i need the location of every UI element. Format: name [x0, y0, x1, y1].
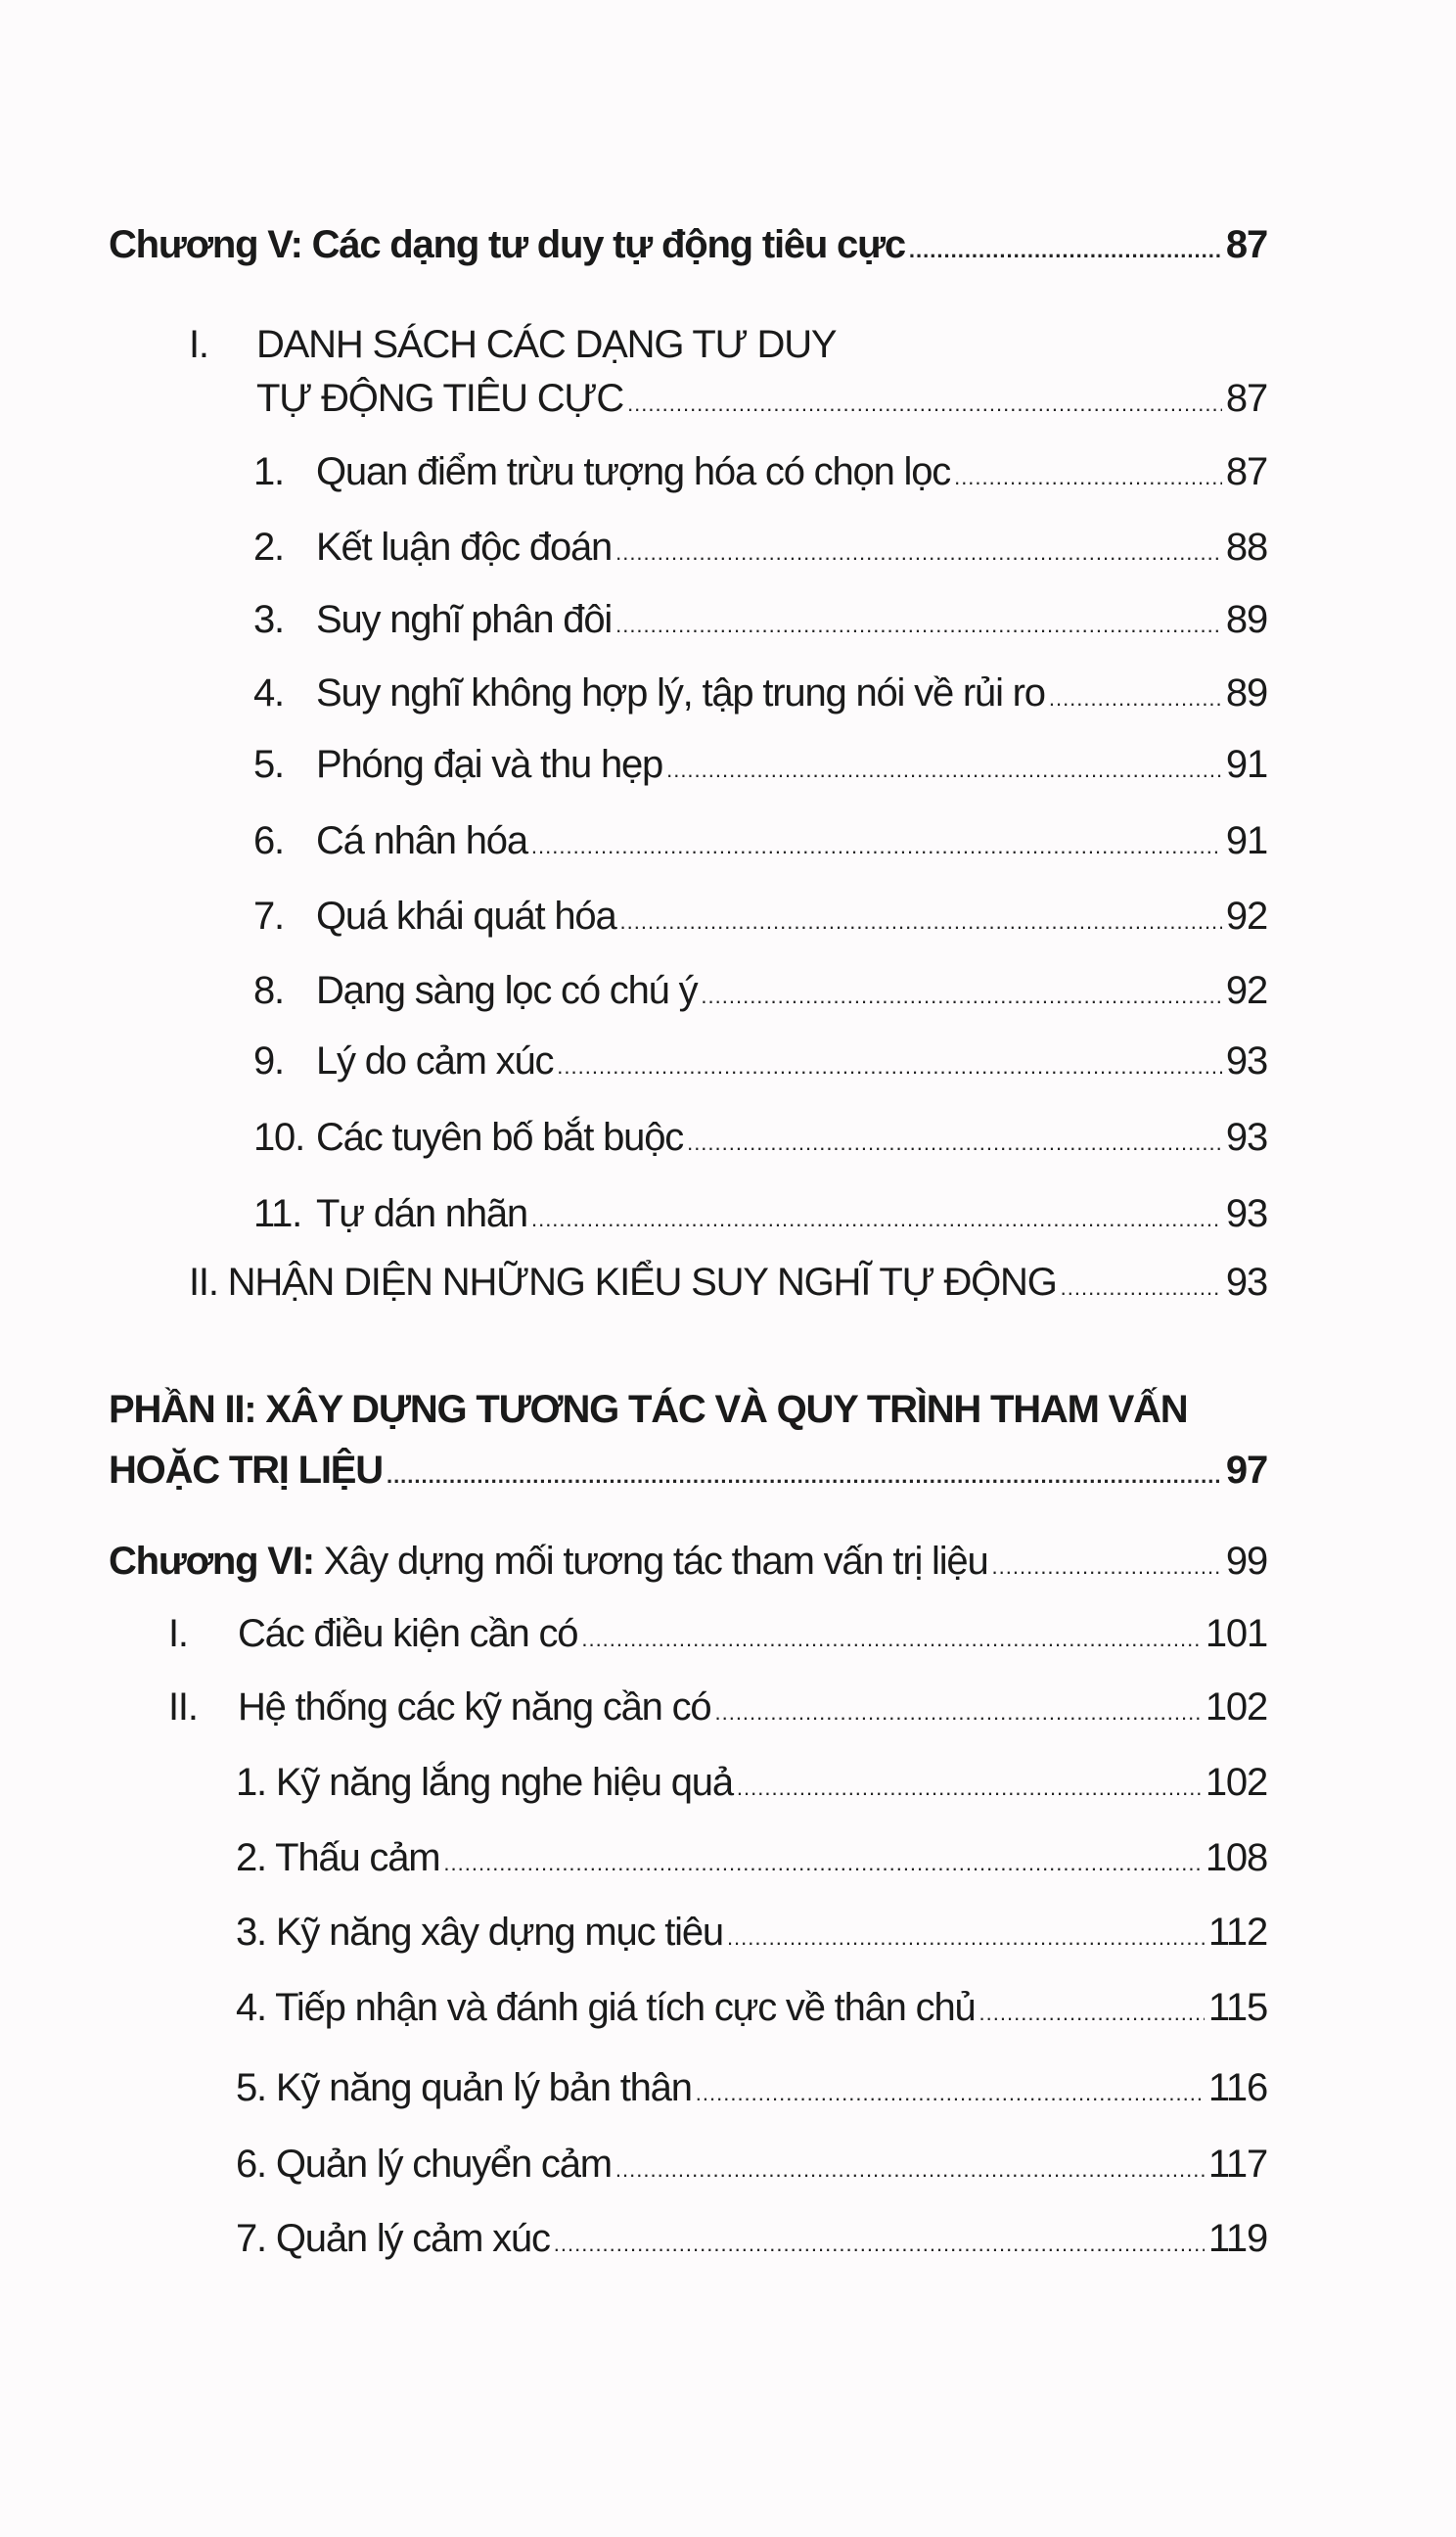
- toc-page-number: 102: [1205, 1685, 1267, 1729]
- toc-part-2-line1: PHẦN II: XÂY DỰNG TƯƠNG TÁC VÀ QUY TRÌNH THAM VẤN: [109, 1388, 1188, 1431]
- dot-leader: [620, 909, 1222, 935]
- toc-item: [236, 1911, 1267, 1965]
- toc-page-number: 92: [1225, 969, 1267, 1012]
- toc-num: 10.: [253, 1116, 305, 1159]
- dot-leader: [627, 392, 1222, 417]
- toc-page-number: 93: [1225, 1116, 1267, 1159]
- toc-page-number: 112: [1207, 1911, 1267, 1954]
- toc-num: 2.: [253, 526, 284, 569]
- dot-leader: [992, 1554, 1222, 1580]
- toc-label: Phóng đại và thu hẹp: [316, 743, 663, 786]
- dot-leader: [443, 1851, 1201, 1876]
- toc-label: Các điều kiện cần có: [238, 1612, 578, 1655]
- dot-leader: [387, 1463, 1222, 1489]
- toc-item: [253, 1116, 1267, 1171]
- toc-item: [253, 1192, 1267, 1247]
- toc-num: 3.: [253, 598, 284, 641]
- toc-num: 11.: [253, 1192, 302, 1235]
- toc-item: [253, 743, 1267, 798]
- toc-item: [253, 526, 1267, 580]
- toc-item: [253, 1039, 1267, 1094]
- dot-leader: [737, 1776, 1202, 1801]
- dot-leader: [954, 465, 1222, 490]
- toc-num: I.: [189, 323, 208, 366]
- toc-num: 8.: [253, 969, 284, 1012]
- toc-item: [236, 1986, 1267, 2041]
- toc-label: Dạng sàng lọc có chú ý: [316, 969, 698, 1012]
- toc-item: [236, 2143, 1267, 2197]
- toc-num: 4.: [253, 671, 284, 715]
- toc-page-number: 115: [1207, 1986, 1267, 2029]
- toc-page-number: 93: [1225, 1039, 1267, 1083]
- toc-page-number: 92: [1225, 895, 1267, 938]
- dot-leader: [714, 1700, 1201, 1726]
- toc-item: [253, 819, 1267, 874]
- toc-page-number: 87: [1225, 223, 1267, 266]
- toc-label: Suy nghĩ phân đôi: [316, 598, 613, 641]
- toc-label: II. NHẬN DIỆN NHỮNG KIỂU SUY NGHĨ TỰ ĐỘNG: [189, 1261, 1057, 1304]
- toc-item: [253, 969, 1267, 1024]
- dot-leader: [557, 1054, 1222, 1080]
- toc-section: [168, 1685, 1267, 1740]
- toc-label: Xây dựng mối tương tác tham vấn trị liệu: [323, 1540, 988, 1583]
- toc-label: Hệ thống các kỹ năng cần có: [238, 1685, 711, 1729]
- toc-page-number: 102: [1205, 1761, 1267, 1804]
- toc-page-number: 101: [1205, 1612, 1267, 1655]
- toc-num: 1.: [253, 450, 284, 493]
- toc-label: 2. Thấu cảm: [236, 1836, 440, 1879]
- toc-num: 9.: [253, 1039, 284, 1083]
- dot-leader: [701, 984, 1222, 1009]
- dot-leader: [909, 238, 1222, 263]
- toc-label: Cá nhân hóa: [316, 819, 527, 862]
- toc-label: Quan điểm trừu tượng hóa có chọn lọc: [316, 450, 951, 493]
- toc-page-number: 89: [1225, 598, 1267, 641]
- toc-page-number: 87: [1225, 377, 1267, 420]
- toc-item: [253, 671, 1267, 726]
- toc-page-number: 119: [1207, 2217, 1267, 2260]
- toc-num: 7.: [253, 895, 284, 938]
- toc-page-number: 88: [1225, 526, 1267, 569]
- toc-page-number: 108: [1205, 1836, 1267, 1879]
- dot-leader: [531, 834, 1222, 859]
- toc-label: 6. Quản lý chuyển cảm: [236, 2143, 612, 2186]
- dot-leader: [581, 1627, 1202, 1652]
- dot-leader: [666, 758, 1222, 783]
- toc-label: Tự dán nhãn: [316, 1192, 527, 1235]
- toc-page-number: 97: [1225, 1449, 1267, 1492]
- toc-chapter-prefix: Chương VI:: [109, 1540, 314, 1583]
- dot-leader: [687, 1130, 1222, 1156]
- dot-leader: [615, 540, 1222, 566]
- toc-section-5-2: [189, 1261, 1267, 1315]
- toc-page-number: 87: [1225, 450, 1267, 493]
- toc-label: DANH SÁCH CÁC DẠNG TƯ DUY: [256, 323, 837, 366]
- dot-leader: [696, 2081, 1205, 2106]
- toc-item: [236, 2066, 1267, 2121]
- toc-chapter-6: [109, 1540, 1267, 1594]
- dot-leader: [554, 2232, 1205, 2257]
- toc-item: [236, 1761, 1267, 1816]
- dot-leader: [615, 2157, 1205, 2183]
- dot-leader: [979, 2001, 1205, 2026]
- toc-part-2: [109, 1449, 1267, 1503]
- toc-label: Chương V: Các dạng tư duy tự động tiêu cực: [109, 223, 905, 266]
- toc-page-number: 99: [1225, 1540, 1267, 1583]
- dot-leader: [727, 1925, 1205, 1951]
- toc-section-5-1: [256, 377, 1267, 432]
- toc-label: 7. Quản lý cảm xúc: [236, 2217, 550, 2260]
- toc-label: 1. Kỹ năng lắng nghe hiệu quả: [236, 1761, 733, 1804]
- toc-page-number: 117: [1207, 2143, 1267, 2186]
- toc-label: 3. Kỹ năng xây dựng mục tiêu: [236, 1911, 723, 1954]
- dot-leader: [531, 1207, 1222, 1232]
- toc-section-5-1-line1: [189, 323, 836, 367]
- toc-num: 6.: [253, 819, 284, 862]
- toc-label-wrap: [109, 1540, 988, 1584]
- toc-item: [253, 450, 1267, 505]
- dot-leader: [615, 613, 1222, 638]
- toc-label: Lý do cảm xúc: [316, 1039, 554, 1083]
- toc-page-number: 116: [1207, 2066, 1267, 2109]
- toc-label: TỰ ĐỘNG TIÊU CỰC: [256, 377, 624, 420]
- toc-label: Quá khái quát hóa: [316, 895, 616, 938]
- toc-chapter-5: [109, 223, 1267, 278]
- toc-label: 5. Kỹ năng quản lý bản thân: [236, 2066, 692, 2109]
- toc-num: I.: [168, 1612, 188, 1655]
- toc-page-number: 93: [1225, 1261, 1267, 1304]
- toc-item: [253, 895, 1267, 949]
- toc-page-number: 89: [1225, 671, 1267, 715]
- toc-label: Kết luận độc đoán: [316, 526, 613, 569]
- toc-label: 4. Tiếp nhận và đánh giá tích cực về thân chủ: [236, 1986, 976, 2029]
- toc-page-number: 91: [1225, 743, 1267, 786]
- toc-item: [236, 1836, 1267, 1891]
- toc-page-number: 91: [1225, 819, 1267, 862]
- dot-leader: [1061, 1275, 1222, 1301]
- toc-label: Các tuyên bố bắt buộc: [316, 1116, 684, 1159]
- toc-label: HOẶC TRỊ LIỆU: [109, 1449, 383, 1492]
- toc-item: [253, 598, 1267, 653]
- toc-num: II.: [168, 1685, 198, 1729]
- dot-leader: [1049, 686, 1222, 712]
- toc-num: 5.: [253, 743, 284, 786]
- toc-section: [168, 1612, 1267, 1667]
- toc-item: [236, 2217, 1267, 2272]
- toc-label: Suy nghĩ không hợp lý, tập trung nói về rủi ro: [316, 671, 1045, 715]
- toc-page-number: 93: [1225, 1192, 1267, 1235]
